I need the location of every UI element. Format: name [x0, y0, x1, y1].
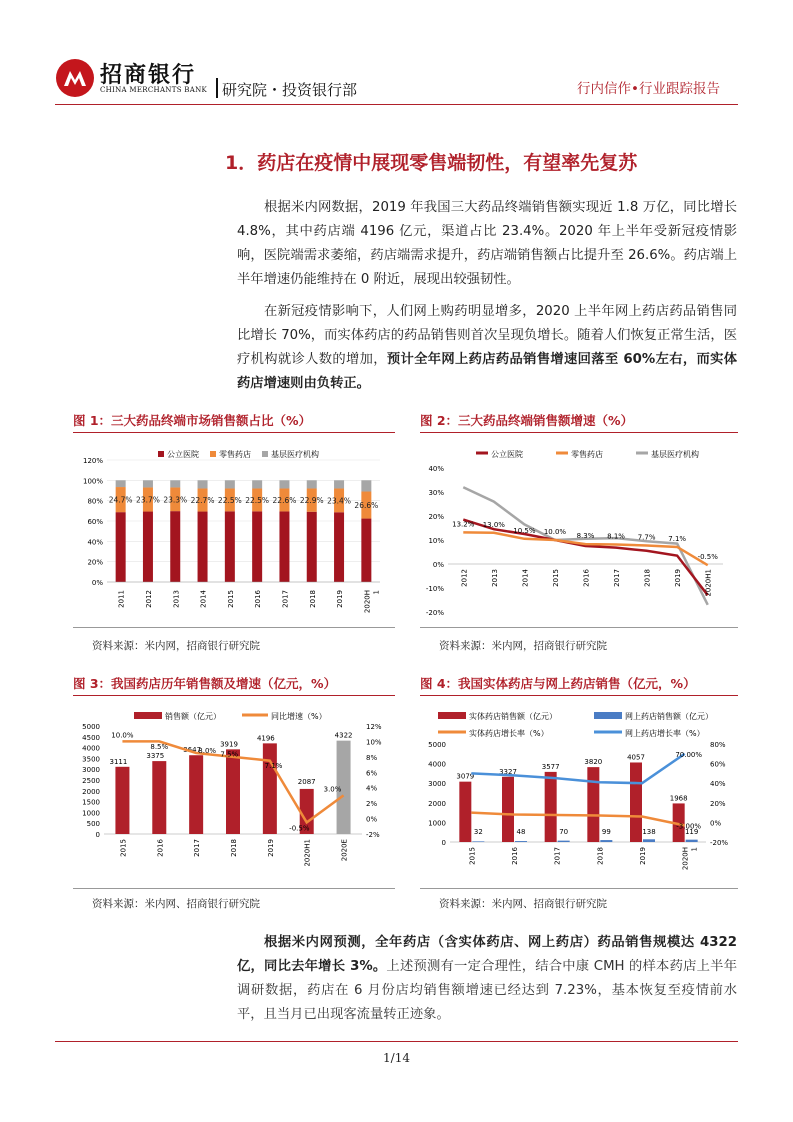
x-tick-label: 2016: [582, 569, 591, 587]
x-tick-label: 2015: [551, 569, 560, 587]
legend-label: 基层医疗机构: [271, 450, 319, 459]
y-tick-label: 100%: [82, 477, 103, 486]
legend-label: 销售额（亿元）: [165, 712, 221, 721]
header-rule: [55, 104, 738, 105]
bar-segment: [225, 480, 235, 488]
bar-label: 119: [684, 828, 699, 836]
paragraph-3-text: 上述预测有一定合理性，结合中康 CMH 的样本药店上半年调研数据，药店在 6 月份店均销售额增速已经达到 7.23%，基本恢复至疫情前水平，且当月已出现客流量转正迹象。: [237, 959, 737, 1022]
bar-label: 1968: [669, 794, 688, 803]
data-label: 22.9%: [299, 496, 324, 506]
y-tick-label-left: 4000: [82, 744, 100, 753]
legend-label: 实体药店增长率（%）: [469, 729, 549, 738]
bar-physical: [502, 777, 514, 842]
x-tick-label: 2020H1: [704, 569, 713, 597]
legend-label: 网上药店增长率（%）: [625, 729, 705, 738]
data-label: 22.5%: [217, 495, 242, 505]
data-label: 22.6%: [272, 495, 297, 505]
data-label: 24.7%: [108, 495, 133, 505]
paragraph-3: [237, 931, 737, 1027]
bar-online: [686, 840, 698, 842]
bar-segment: [198, 512, 208, 582]
x-tick-label: 2014: [199, 590, 208, 608]
y-tick-label-right: 4%: [366, 784, 378, 793]
bar: [189, 755, 203, 834]
data-label: 10.0%: [543, 528, 567, 536]
data-label: 10.5%: [513, 526, 536, 535]
y-tick-label: 30%: [428, 489, 444, 497]
bar: [226, 749, 240, 834]
header-separator: [216, 78, 218, 98]
growth-label: 8.5%: [150, 743, 169, 751]
bar-segment: [143, 480, 153, 487]
x-tick-label: 2015: [468, 847, 477, 865]
bar-label: 3079: [456, 772, 475, 781]
y-tick-label: 0%: [432, 561, 444, 569]
x-tick-label: 2013: [490, 569, 499, 587]
y-tick-label-right: 10%: [366, 738, 382, 747]
department-label: 研究院・投资银行部: [222, 81, 358, 99]
growth-label: -3.00%: [676, 822, 702, 831]
y-tick-label-left: 0: [95, 831, 100, 839]
bar-segment: [116, 480, 126, 487]
x-tick-label: 2018: [230, 839, 238, 857]
y-tick-label-left: 0: [441, 839, 446, 847]
figure-4-title: 图 4：我国实体药店与网上药店销售（亿元，%）: [420, 676, 696, 691]
figure-2-chart: [418, 440, 738, 620]
bar-segment: [170, 480, 180, 487]
x-tick-label: 2016: [156, 839, 165, 857]
data-label: 13.2%: [452, 520, 475, 529]
bar: [263, 743, 277, 834]
bar-label: 3327: [499, 767, 517, 776]
y-tick-label-right: 0%: [366, 815, 378, 824]
x-tick-label: 1: [372, 590, 381, 595]
x-tick-label: 2020H1: [303, 839, 312, 867]
figure-1-title: 图 1：三大药品终端市场销售额占比（%）: [73, 413, 312, 428]
figure-3-source: 资料来源：米内网、招商银行研究院: [92, 898, 260, 910]
bar-physical: [545, 772, 557, 842]
bar-segment: [307, 480, 317, 488]
bar-segment: [361, 480, 371, 491]
x-tick-label: 2018: [308, 590, 317, 608]
growth-label: -0.5%: [289, 824, 310, 833]
figure-3-bottom-rule: [73, 888, 395, 889]
legend-label: 实体药店销售额（亿元）: [469, 712, 557, 721]
bar-label: 3647: [183, 746, 202, 755]
y-tick-label-right: -2%: [366, 831, 380, 839]
x-tick-label: 2012: [144, 590, 153, 608]
y-tick-label-left: 5000: [82, 723, 100, 731]
legend-label: 网上药店销售额（亿元）: [625, 712, 713, 721]
bar-online: [600, 840, 612, 842]
bar-online: [558, 841, 570, 842]
y-tick-label-left: 5000: [428, 741, 446, 749]
figure-4-bottom-rule: [420, 888, 738, 889]
figure-2-title: 图 2：三大药品终端销售额增速（%）: [420, 413, 634, 428]
bar-label: 99: [601, 828, 611, 836]
y-tick-label-right: -20%: [710, 839, 729, 847]
bar-segment: [252, 511, 262, 582]
bar-segment: [143, 512, 153, 582]
x-tick-label: 2019: [336, 590, 345, 608]
y-tick-label-left: 2500: [82, 777, 100, 785]
growth-label: 3.0%: [323, 785, 342, 794]
legend-label: 同比增速（%）: [271, 712, 327, 721]
y-tick-label-right: 2%: [366, 800, 378, 809]
y-tick-label-right: 12%: [366, 723, 382, 731]
figure-1-chart: [72, 440, 392, 620]
x-tick-label: 2011: [117, 590, 126, 608]
legend-swatch-online-sales: [594, 712, 622, 719]
y-tick-label: 10%: [428, 537, 444, 545]
legend-swatch-public-hospital: [158, 451, 164, 457]
figure-2-bottom-rule: [420, 627, 738, 628]
x-tick-label: 2013: [172, 590, 181, 608]
bar-online: [643, 839, 655, 842]
y-tick-label-right: 40%: [710, 780, 726, 789]
y-tick-label: 120%: [82, 457, 103, 465]
bar-segment: [170, 511, 180, 582]
bar-segment: [279, 511, 289, 582]
y-tick-label-left: 3000: [428, 780, 446, 789]
growth-label: 8.0%: [198, 746, 217, 755]
figure-4-chart: [418, 702, 738, 882]
bar-online: [515, 841, 527, 842]
y-tick-label-right: 8%: [366, 753, 378, 762]
figure-3-title: 图 3：我国药店历年销售额及增速（亿元，%）: [73, 676, 337, 691]
paragraph-2: [237, 300, 737, 396]
footer-rule: [55, 1041, 738, 1042]
bar-label: 3919: [220, 740, 238, 749]
figure-2-rule: [420, 432, 738, 433]
paragraph-1-text: 根据米内网数据，2019 年我国三大药品终端销售额实现近 1.8 万亿，同比增长 4.8%，其中药店端 4196 亿元，渠道占比 23.4%。2020 年上半年受新冠疫情影响，医院端需求萎缩，药店端需求提升，药店端销售额占比提升至 26.6%。药店端上半年增速仍能维持在 0 附近，展现出较强韧性。: [237, 200, 737, 287]
y-tick-label-left: 1500: [82, 798, 100, 807]
y-tick-label: 20%: [428, 513, 444, 521]
bar-segment: [252, 480, 262, 488]
paragraph-3-bold: 根据米内网预测，全年药店（含实体药店、网上药店）药品销售规模达 4322 亿，同比去年增长 3%。: [237, 935, 737, 974]
figure-1-source: 资料来源：米内网，招商银行研究院: [92, 640, 260, 652]
x-tick-label: 2014: [521, 569, 530, 587]
legend-label: 公立医院: [167, 450, 199, 459]
legend-label: 零售药店: [571, 450, 603, 459]
x-tick-label: 2015: [119, 839, 128, 857]
y-tick-label-right: 6%: [366, 769, 378, 778]
legend-label: 零售药店: [219, 450, 251, 459]
figure-1-legend: [158, 449, 319, 459]
data-label: 7.7%: [637, 533, 656, 542]
bar-online: [472, 841, 484, 842]
y-tick-label-left: 4500: [82, 733, 100, 742]
figure-4-plot-area: [428, 741, 728, 870]
x-tick-label: 2018: [643, 569, 652, 587]
bar-segment: [225, 511, 235, 582]
bar-segment: [198, 480, 208, 488]
y-tick-label-left: 3000: [82, 766, 100, 775]
bar-label: 4322: [334, 731, 353, 740]
data-label: 8.1%: [607, 532, 625, 541]
y-tick-label: 20%: [87, 558, 103, 567]
data-label: -0.5%: [697, 553, 718, 562]
bar-label: 48: [516, 828, 526, 836]
legend-swatch-retail-pharmacy: [210, 451, 216, 457]
x-tick-label: 2017: [193, 839, 202, 857]
figure-3-plot-area: [82, 723, 382, 867]
x-tick-label: 2020E: [340, 839, 349, 862]
legend-label: 公立医院: [491, 450, 523, 459]
y-tick-label: 40%: [428, 465, 444, 473]
x-tick-label: 2020H: [363, 590, 372, 614]
bar-label: 138: [642, 828, 656, 836]
data-label: 26.6%: [354, 501, 379, 511]
bar-label: 3820: [584, 758, 603, 767]
y-tick-label-left: 2000: [428, 799, 446, 808]
data-label: 8.3%: [576, 532, 595, 541]
data-label: 13.0%: [482, 520, 505, 529]
bar-label: 70: [559, 828, 569, 836]
growth-label: 70.00%: [675, 750, 703, 759]
bar: [152, 761, 166, 834]
cmb-logo-icon: [55, 58, 95, 98]
y-tick-label: -10%: [425, 585, 444, 593]
bar-segment: [116, 512, 126, 582]
x-tick-label: 2018: [596, 847, 605, 865]
figure-4-legend: [438, 711, 713, 738]
report-type: 行内信作•行业跟踪报告: [577, 81, 720, 97]
y-tick-label-left: 3500: [82, 755, 100, 764]
figure-1-bottom-rule: [73, 627, 395, 628]
legend-swatch-grassroots: [262, 451, 268, 457]
x-tick-label: 2017: [281, 590, 290, 608]
y-tick-label: 40%: [87, 538, 103, 547]
bar-segment: [334, 512, 344, 582]
x-tick-label: 2017: [553, 847, 562, 865]
growth-label: 7.1%: [264, 761, 283, 770]
bar-physical: [587, 767, 599, 842]
y-tick-label-right: 20%: [710, 799, 726, 808]
x-tick-label: 2016: [511, 847, 519, 865]
figure-3-rule: [73, 695, 395, 696]
bank-name-cn: 招商银行: [100, 62, 197, 88]
paragraph-1: [237, 196, 737, 292]
legend-swatch-physical-sales: [438, 712, 466, 719]
figure-1-rule: [73, 432, 395, 433]
bar-label: 2087: [297, 777, 316, 786]
y-tick-label: -20%: [425, 609, 444, 617]
bar-label: 3577: [541, 762, 560, 771]
y-tick-label-left: 1000: [428, 819, 446, 828]
y-tick-label-left: 500: [86, 820, 100, 829]
paragraph-2-text: 在新冠疫情影响下，人们网上购药明显增多，2020 上半年网上药店药品销售同比增长 70%，而实体药店的药品销售则首次呈现负增长。随着人们恢复正常生活，医疗机构就诊人数的增加，: [237, 304, 737, 367]
bar-physical: [459, 782, 471, 842]
y-tick-label-left: 2000: [82, 787, 100, 796]
y-tick-label: 80%: [87, 497, 103, 506]
x-tick-label: 1: [690, 847, 699, 852]
bar-label: 3111: [109, 757, 128, 766]
bar-segment: [361, 519, 371, 582]
y-tick-label: 0%: [91, 579, 103, 587]
data-label: 22.5%: [245, 495, 270, 505]
data-label: 23.7%: [136, 495, 160, 505]
x-tick-label: 2016: [254, 590, 263, 608]
data-label: 23.3%: [163, 495, 188, 505]
data-label: 23.4%: [327, 496, 351, 506]
figure-3-chart: [72, 702, 394, 882]
figure-2-plot-area: [426, 465, 723, 617]
x-tick-label: 2019: [639, 847, 647, 865]
data-label: 7.1%: [668, 534, 687, 543]
figure-2-source: 资料来源：米内网，招商银行研究院: [439, 640, 607, 652]
y-tick-label: 60%: [87, 518, 103, 526]
x-tick-label: 2019: [266, 839, 275, 857]
y-tick-label-left: 1000: [82, 809, 100, 818]
x-tick-label: 2015: [226, 590, 235, 608]
legend-swatch-sales: [134, 712, 162, 719]
bar-segment: [307, 512, 317, 582]
bar-label: 3375: [146, 752, 165, 761]
y-tick-label-left: 4000: [428, 760, 446, 769]
section-title: 1．药店在疫情中展现零售端韧性，有望率先复苏: [225, 152, 638, 174]
bar-segment: [279, 480, 289, 488]
page-number: 1/14: [383, 1051, 410, 1065]
bar-segment: [334, 480, 344, 488]
bar-label: 4057: [627, 753, 645, 762]
growth-label: 10.0%: [111, 731, 134, 740]
bar-label: 4196: [256, 734, 275, 743]
legend-label: 基层医疗机构: [651, 450, 699, 459]
x-tick-label: 2017: [613, 569, 622, 587]
figure-1-plot-area: [83, 457, 380, 613]
y-tick-label-right: 0%: [710, 819, 722, 828]
bar-label: 32: [473, 828, 483, 836]
figure-2-legend: [476, 449, 699, 459]
growth-label: 7.5%: [220, 750, 239, 759]
x-tick-label: 2020H: [681, 847, 690, 871]
x-tick-label: 2019: [674, 569, 683, 587]
figure-3-legend: [134, 711, 327, 721]
bank-name-en: CHINA MERCHANTS BANK: [100, 86, 208, 94]
bar: [115, 767, 129, 834]
paragraph-2-bold: 预计全年网上药店药品销售增速回落至 60%左右，而实体药店增速则由负转正。: [237, 352, 738, 391]
figure-4-source: 资料来源：米内网、招商银行研究院: [439, 898, 607, 910]
bar-physical: [630, 762, 642, 842]
y-tick-label-right: 80%: [710, 741, 726, 749]
figure-4-rule: [420, 695, 738, 696]
y-tick-label-right: 60%: [710, 760, 726, 769]
data-label: 22.7%: [190, 496, 215, 506]
x-tick-label: 2012: [460, 569, 469, 587]
